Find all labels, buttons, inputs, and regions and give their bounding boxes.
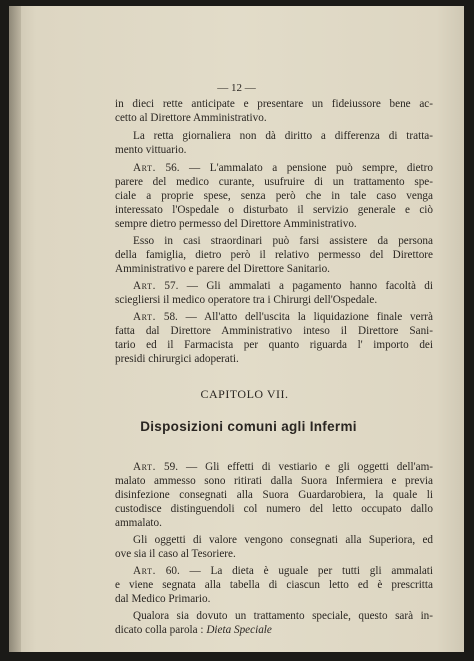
text-line: dal Medico Primario. <box>115 593 211 605</box>
text-line: e viene segnata alla tabella di ciascun letto ed è prescritta <box>115 579 433 591</box>
article-60-heading <box>133 565 433 578</box>
text-line: Gli oggetti di valore vengono consegnati alla Superiora, ed <box>133 534 433 546</box>
text-line: fatta dal Direttore Amministrativo inteso il Direttore Sani- <box>115 325 433 337</box>
article-56-heading <box>133 162 433 175</box>
article-text: 57. — Gli ammalati a pagamento hanno facoltà di <box>156 280 433 292</box>
text-line: tario ed il Farmacista per quanto riguarda l' importo dei <box>115 339 433 351</box>
section-title: Disposizioni comuni agli Infermi <box>140 419 357 434</box>
article-label: Art. <box>133 311 157 323</box>
text-line: presidi chirurgici adoperati. <box>115 353 239 365</box>
text-line: malato ammesso sono ritirati dalla Suora Infermiera e previa <box>115 475 433 487</box>
text-line: ammalato. <box>115 517 162 529</box>
text-line: ove sia il caso al Tesoriere. <box>115 548 236 560</box>
text-line: Amministrativo e parere del Direttore Sanitario. <box>115 263 330 275</box>
text-line: mento vittuario. <box>115 144 187 156</box>
chapter-heading: CAPITOLO VII. <box>200 387 289 401</box>
text-line: Qualora sia dovuto un trattamento speciale, questo sarà in- <box>133 610 433 622</box>
page-number: — 12 — <box>217 82 256 94</box>
text-line: sempre dietro permesso del Direttore Amministrativo. <box>115 218 357 230</box>
text-line: sciegliersi il medico operatore tra i Chirurgi dell'Ospedale. <box>115 294 378 306</box>
text-line: Esso in casi straordinari può farsi assistere da persona <box>133 235 433 247</box>
text-line: della famiglia, dietro però il relativo permesso del Direttore <box>115 249 433 261</box>
article-57-heading <box>133 280 433 293</box>
italic-term: Dieta Speciale <box>206 624 272 636</box>
text-span: dicato colla parola : <box>115 624 207 636</box>
article-text: 60. — La dieta è uguale per tutti gli ammalati <box>156 565 433 577</box>
article-label: Art. <box>133 565 157 577</box>
book-page <box>9 6 464 652</box>
article-58-heading <box>133 311 433 324</box>
text-line: custodisce distinguendoli col numero del letto occupato dallo <box>115 503 433 515</box>
text-line: parere del medico curante, usufruire di un trattamento spe- <box>115 176 433 188</box>
text-line: disinfezione consegnati alla Suora Guardarobiera, la quale li <box>115 489 433 501</box>
article-label: Art. <box>133 280 157 292</box>
page-binding-edge <box>9 6 21 652</box>
text-line <box>115 624 272 637</box>
article-label: Art. <box>133 162 157 174</box>
article-text: 58. — All'atto dell'uscita la liquidazione finale verrà <box>156 311 433 323</box>
text-line: interessato l'Ospedale o disturbato il servizio generale e ciò <box>115 204 433 216</box>
article-text: 56. — L'ammalato a pensione può sempre, dietro <box>156 162 433 174</box>
article-text: 59. — Gli effetti di vestiario e gli oggetti dell'am- <box>156 461 433 473</box>
text-line: ciale a proprie spese, senza però che in tale caso venga <box>115 190 433 202</box>
text-line: in dieci rette anticipate e presentare un fideiussore bene ac- <box>115 98 433 110</box>
article-59-heading <box>133 461 433 474</box>
text-line: La retta giornaliera non dà diritto a differenza di tratta- <box>133 130 433 142</box>
article-label: Art. <box>133 461 157 473</box>
text-line: cetto al Direttore Amministrativo. <box>115 112 267 124</box>
